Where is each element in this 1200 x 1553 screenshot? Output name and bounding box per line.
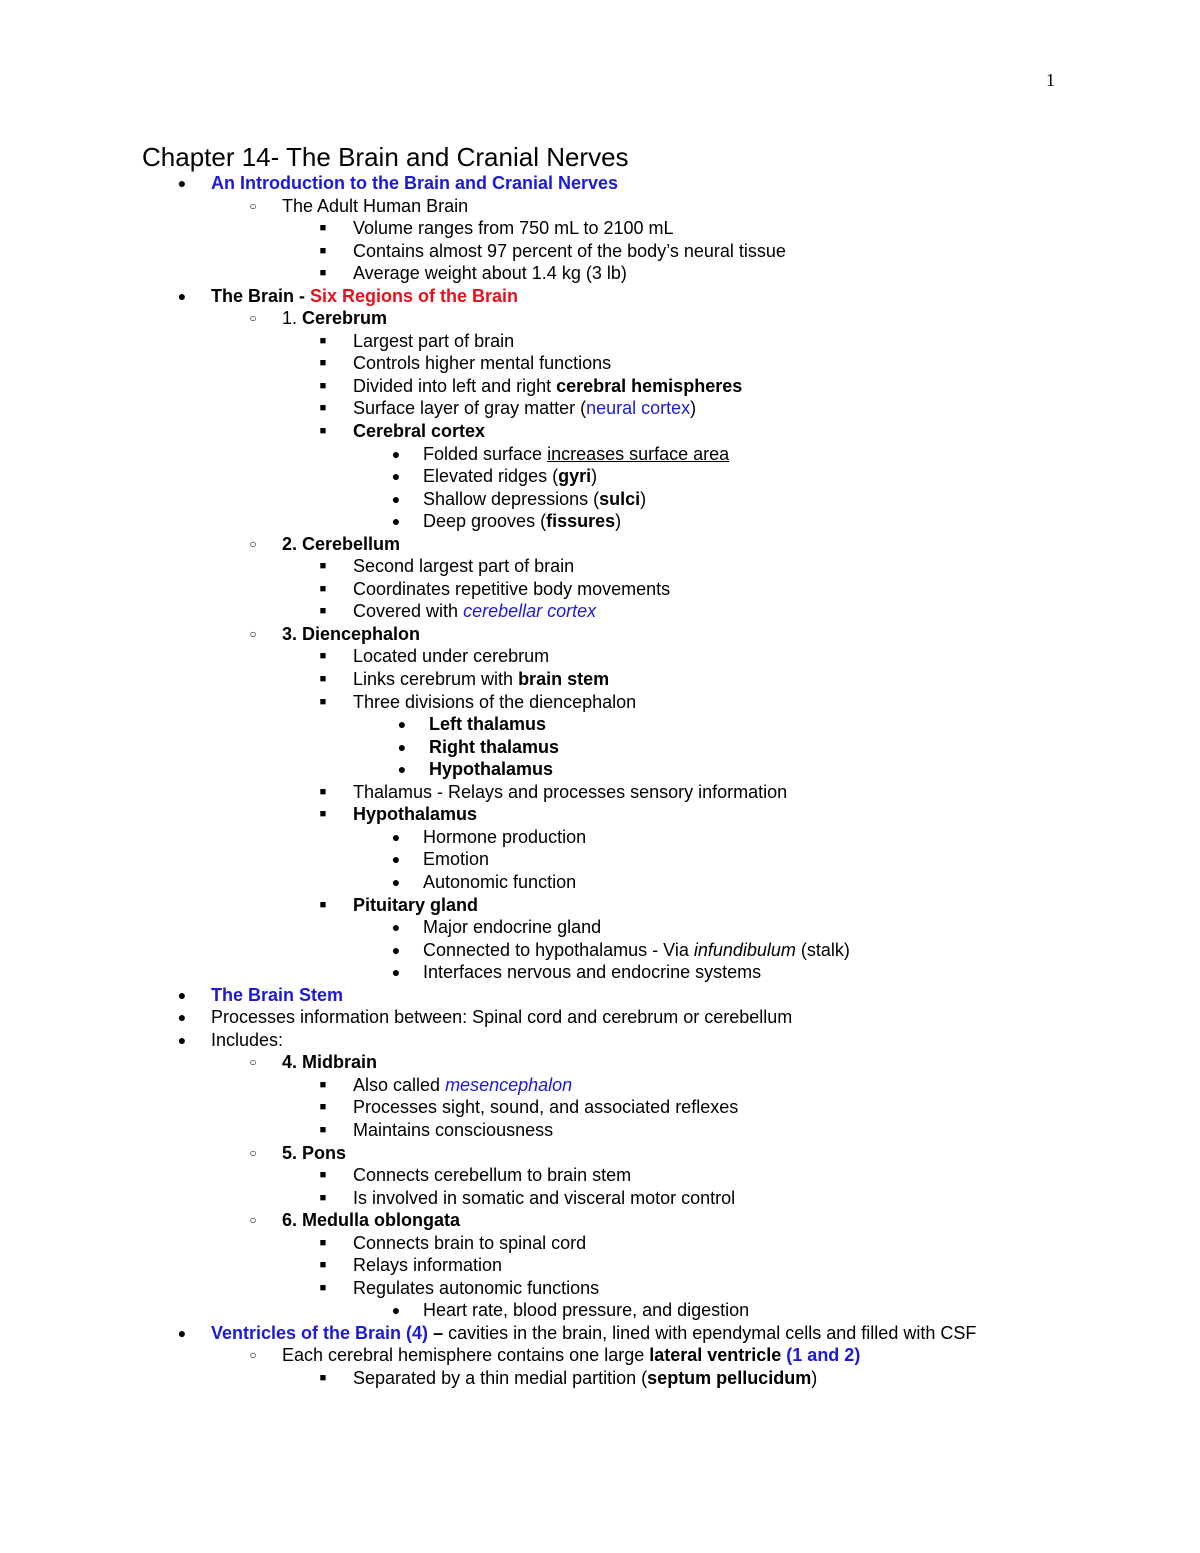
outline-item-level-3 bbox=[0, 1119, 1200, 1142]
square-bullet-icon: ■ bbox=[319, 560, 327, 573]
text-run: Cerebrum bbox=[302, 308, 388, 329]
outline-item-text bbox=[211, 172, 618, 195]
outline-item-level-3 bbox=[0, 352, 1200, 375]
square-bullet-icon: ■ bbox=[319, 1281, 327, 1294]
disc-bullet-icon: ● bbox=[391, 919, 401, 936]
disc-bullet-icon: ● bbox=[391, 490, 401, 507]
outline-item-level-3 bbox=[0, 240, 1200, 263]
outline-item-level-3 bbox=[0, 375, 1200, 398]
square-bullet-icon: ■ bbox=[319, 582, 327, 595]
text-run: 6. Medulla oblongata bbox=[282, 1210, 461, 1231]
text-run: Major endocrine gland bbox=[423, 917, 602, 938]
square-bullet-icon: ■ bbox=[319, 1191, 327, 1204]
disc-bullet-icon: ● bbox=[177, 287, 187, 304]
text-run: Heart rate, blood pressure, and digestion bbox=[423, 1300, 750, 1321]
outline-item-level-3 bbox=[0, 217, 1200, 240]
outline-item-level-3 bbox=[0, 691, 1200, 714]
square-bullet-icon: ■ bbox=[319, 1101, 327, 1114]
outline-item-text bbox=[353, 330, 514, 353]
outline-item-text bbox=[282, 1344, 860, 1367]
text-run: Processes information between: Spinal cord and cerebrum or cerebellum bbox=[211, 1007, 793, 1028]
circle-bullet-icon: ○ bbox=[249, 311, 257, 326]
outline-item-text bbox=[353, 803, 477, 826]
text-run: Elevated ridges ( bbox=[423, 466, 559, 487]
outline-item-level-3 bbox=[0, 420, 1200, 443]
square-bullet-icon: ■ bbox=[319, 334, 327, 347]
text-run: ) bbox=[811, 1367, 818, 1388]
text-run: Left thalamus bbox=[429, 714, 547, 735]
outline-item-text bbox=[353, 645, 549, 668]
text-run: (stalk) bbox=[795, 939, 850, 960]
outline-item-level-3 bbox=[0, 1187, 1200, 1210]
square-bullet-icon: ■ bbox=[319, 1371, 327, 1384]
outline-item-level-1 bbox=[0, 172, 1200, 195]
outline-item-level-1 bbox=[0, 1006, 1200, 1029]
text-run: Hypothalamus bbox=[429, 759, 554, 780]
square-bullet-icon: ■ bbox=[319, 1078, 327, 1091]
outline-item-text bbox=[353, 397, 696, 420]
outline-item-level-3 bbox=[0, 1232, 1200, 1255]
text-run: Folded surface bbox=[423, 443, 548, 464]
page-number: 1 bbox=[1046, 70, 1055, 90]
outline-item-level-4 bbox=[0, 713, 1200, 736]
text-run: Pituitary gland bbox=[353, 894, 479, 915]
text-run: Emotion bbox=[423, 849, 490, 870]
disc-bullet-icon: ● bbox=[397, 738, 407, 755]
text-run: Autonomic function bbox=[423, 871, 577, 892]
disc-bullet-icon: ● bbox=[391, 828, 401, 845]
disc-bullet-icon: ● bbox=[391, 468, 401, 485]
text-run: Surface layer of gray matter ( bbox=[353, 398, 587, 419]
text-run: Includes: bbox=[211, 1029, 284, 1050]
text-run: Links cerebrum with bbox=[353, 669, 519, 690]
outline-item-level-4 bbox=[0, 443, 1200, 466]
outline-item-text bbox=[211, 984, 343, 1007]
text-run: 5. Pons bbox=[282, 1142, 347, 1163]
outline-item-level-4 bbox=[0, 758, 1200, 781]
text-run: increases surface area bbox=[547, 443, 730, 464]
text-run: Connected to hypothalamus - Via bbox=[423, 939, 694, 960]
text-run: Covered with bbox=[353, 601, 464, 622]
text-run: ) bbox=[615, 511, 622, 532]
outline-item-text bbox=[282, 1142, 346, 1165]
text-run: Largest part of brain bbox=[353, 330, 515, 351]
outline-item-text bbox=[282, 195, 468, 218]
outline-item-level-3 bbox=[0, 397, 1200, 420]
disc-bullet-icon: ● bbox=[391, 513, 401, 530]
disc-bullet-icon: ● bbox=[397, 761, 407, 778]
outline-item-text bbox=[353, 1119, 553, 1142]
text-run: septum pellucidum bbox=[647, 1367, 812, 1388]
text-run: Right thalamus bbox=[429, 736, 560, 757]
outline-item-text bbox=[423, 939, 850, 962]
outline-item-text bbox=[423, 488, 646, 511]
text-run: 1. bbox=[282, 308, 303, 329]
outline-item-level-2 bbox=[0, 1344, 1200, 1367]
chapter-title: Chapter 14- The Brain and Cranial Nerves bbox=[142, 142, 629, 172]
square-bullet-icon: ■ bbox=[319, 650, 327, 663]
outline-item-text bbox=[353, 781, 787, 804]
circle-bullet-icon: ○ bbox=[249, 1145, 257, 1160]
square-bullet-icon: ■ bbox=[319, 357, 327, 370]
outline-item-text bbox=[211, 1322, 976, 1345]
outline-item-level-3 bbox=[0, 1254, 1200, 1277]
text-run: (1 and 2) bbox=[781, 1345, 861, 1366]
text-run: Volume ranges from 750 mL to 2100 mL bbox=[353, 218, 674, 239]
outline-item-level-3 bbox=[0, 262, 1200, 285]
outline-item-text bbox=[211, 285, 518, 308]
square-bullet-icon: ■ bbox=[319, 695, 327, 708]
outline-item-level-4 bbox=[0, 848, 1200, 871]
circle-bullet-icon: ○ bbox=[249, 198, 257, 213]
outline-item-text bbox=[282, 1051, 377, 1074]
disc-bullet-icon: ● bbox=[177, 1009, 187, 1026]
text-run: Maintains consciousness bbox=[353, 1119, 554, 1140]
outline-item-level-4 bbox=[0, 510, 1200, 533]
text-run: Is involved in somatic and visceral motor control bbox=[353, 1187, 736, 1208]
outline-item-text bbox=[282, 1209, 460, 1232]
outline-item-text bbox=[429, 758, 553, 781]
text-run: sulci bbox=[599, 488, 641, 509]
outline-item-level-2 bbox=[0, 623, 1200, 646]
text-run: Coordinates repetitive body movements bbox=[353, 578, 671, 599]
outline-item-level-4 bbox=[0, 736, 1200, 759]
outline-item-text bbox=[429, 713, 546, 736]
text-run: Shallow depressions ( bbox=[423, 488, 600, 509]
outline-item-level-3 bbox=[0, 600, 1200, 623]
square-bullet-icon: ■ bbox=[319, 222, 327, 235]
outline-item-level-4 bbox=[0, 1299, 1200, 1322]
outline-item-text bbox=[353, 894, 478, 917]
outline-item-text bbox=[353, 1254, 502, 1277]
square-bullet-icon: ■ bbox=[319, 785, 327, 798]
text-run: Interfaces nervous and endocrine systems bbox=[423, 962, 762, 983]
outline-item-text bbox=[423, 465, 597, 488]
outline-item-text bbox=[353, 555, 574, 578]
outline-item-text bbox=[353, 1074, 572, 1097]
text-run: Deep grooves ( bbox=[423, 511, 547, 532]
outline-item-level-1 bbox=[0, 285, 1200, 308]
outline-item-level-4 bbox=[0, 939, 1200, 962]
outline-item-text bbox=[353, 1096, 738, 1119]
outline-item-text bbox=[282, 623, 420, 646]
circle-bullet-icon: ○ bbox=[249, 626, 257, 641]
text-run: gyri bbox=[558, 466, 592, 487]
text-run: Contains almost 97 percent of the body’s neural tissue bbox=[353, 240, 786, 261]
outline-item-level-2 bbox=[0, 195, 1200, 218]
outline-item-text bbox=[211, 1006, 792, 1029]
outline-item-level-3 bbox=[0, 1096, 1200, 1119]
text-run: Connects cerebellum to brain stem bbox=[353, 1165, 632, 1186]
text-run: cavities in the brain, lined with ependymal cells and filled with CSF bbox=[448, 1322, 977, 1343]
text-run: brain stem bbox=[518, 669, 610, 690]
text-run: 4. Midbrain bbox=[282, 1052, 378, 1073]
outline-item-level-3 bbox=[0, 894, 1200, 917]
outline-item-text bbox=[423, 916, 601, 939]
outline-item-level-2 bbox=[0, 1051, 1200, 1074]
square-bullet-icon: ■ bbox=[319, 267, 327, 280]
disc-bullet-icon: ● bbox=[397, 716, 407, 733]
outline-item-level-1 bbox=[0, 984, 1200, 1007]
outline-item-text bbox=[353, 668, 609, 691]
square-bullet-icon: ■ bbox=[319, 1123, 327, 1136]
outline-item-text bbox=[211, 1029, 283, 1052]
outline-list bbox=[0, 172, 1200, 1390]
outline-item-text bbox=[423, 1299, 749, 1322]
text-run: Average weight about 1.4 kg (3 lb) bbox=[353, 263, 627, 284]
outline-item-level-1 bbox=[0, 1029, 1200, 1052]
text-run: Three divisions of the diencephalon bbox=[353, 691, 637, 712]
disc-bullet-icon: ● bbox=[391, 1302, 401, 1319]
text-run: – bbox=[428, 1322, 449, 1343]
outline-item-level-3 bbox=[0, 668, 1200, 691]
text-run: 2. Cerebellum bbox=[282, 533, 401, 554]
text-run: cerebellar cortex bbox=[463, 601, 597, 622]
text-run: ) bbox=[591, 466, 598, 487]
outline-item-text bbox=[353, 217, 674, 240]
outline-item-text bbox=[353, 1367, 817, 1390]
circle-bullet-icon: ○ bbox=[249, 1213, 257, 1228]
text-run: cerebral hemispheres bbox=[556, 375, 743, 396]
text-run: Six Regions of the Brain bbox=[310, 285, 519, 306]
text-run: 3. Diencephalon bbox=[282, 623, 421, 644]
outline-item-text bbox=[353, 1277, 599, 1300]
text-run: fissures bbox=[546, 511, 616, 532]
text-run: The Adult Human Brain bbox=[282, 195, 469, 216]
square-bullet-icon: ■ bbox=[319, 605, 327, 618]
disc-bullet-icon: ● bbox=[177, 1324, 187, 1341]
outline-item-text bbox=[353, 1232, 586, 1255]
outline-item-text bbox=[282, 533, 400, 556]
outline-item-text bbox=[429, 736, 559, 759]
text-run: Also called bbox=[353, 1074, 446, 1095]
disc-bullet-icon: ● bbox=[177, 986, 187, 1003]
outline-item-text bbox=[423, 510, 621, 533]
text-run: Located under cerebrum bbox=[353, 646, 550, 667]
outline-item-level-4 bbox=[0, 871, 1200, 894]
square-bullet-icon: ■ bbox=[319, 898, 327, 911]
circle-bullet-icon: ○ bbox=[249, 1348, 257, 1363]
square-bullet-icon: ■ bbox=[319, 379, 327, 392]
text-run: Second largest part of brain bbox=[353, 556, 575, 577]
text-run: mesencephalon bbox=[445, 1074, 573, 1095]
outline-item-text bbox=[353, 352, 611, 375]
outline-item-text bbox=[353, 600, 596, 623]
text-run: Hypothalamus bbox=[353, 804, 478, 825]
outline-item-text bbox=[353, 1187, 735, 1210]
disc-bullet-icon: ● bbox=[391, 851, 401, 868]
outline-item-level-3 bbox=[0, 1164, 1200, 1187]
outline-item-text bbox=[353, 1164, 631, 1187]
square-bullet-icon: ■ bbox=[319, 402, 327, 415]
outline-item-level-2 bbox=[0, 1209, 1200, 1232]
outline-item-level-3 bbox=[0, 1367, 1200, 1390]
outline-item-text bbox=[353, 240, 786, 263]
outline-item-level-2 bbox=[0, 533, 1200, 556]
outline-item-text bbox=[353, 262, 627, 285]
text-run: The Brain Stem bbox=[211, 984, 344, 1005]
outline-item-level-3 bbox=[0, 645, 1200, 668]
square-bullet-icon: ■ bbox=[319, 1169, 327, 1182]
square-bullet-icon: ■ bbox=[319, 1236, 327, 1249]
outline-item-level-1 bbox=[0, 1322, 1200, 1345]
text-run: infundibulum bbox=[693, 939, 796, 960]
disc-bullet-icon: ● bbox=[391, 873, 401, 890]
text-run: The Brain - bbox=[211, 285, 311, 306]
text-run: Each cerebral hemisphere contains one large bbox=[282, 1345, 650, 1366]
circle-bullet-icon: ○ bbox=[249, 536, 257, 551]
outline-item-level-4 bbox=[0, 465, 1200, 488]
outline-item-level-4 bbox=[0, 916, 1200, 939]
square-bullet-icon: ■ bbox=[319, 808, 327, 821]
text-run: Hormone production bbox=[423, 826, 587, 847]
disc-bullet-icon: ● bbox=[391, 941, 401, 958]
outline-item-level-2 bbox=[0, 1142, 1200, 1165]
text-run: Thalamus - Relays and processes sensory information bbox=[353, 781, 788, 802]
disc-bullet-icon: ● bbox=[391, 964, 401, 981]
square-bullet-icon: ■ bbox=[319, 244, 327, 257]
text-run: Controls higher mental functions bbox=[353, 353, 612, 374]
outline-item-level-3 bbox=[0, 578, 1200, 601]
disc-bullet-icon: ● bbox=[177, 175, 187, 191]
outline-item-level-4 bbox=[0, 488, 1200, 511]
outline-item-level-3 bbox=[0, 330, 1200, 353]
square-bullet-icon: ■ bbox=[319, 673, 327, 686]
outline-item-text bbox=[423, 871, 576, 894]
circle-bullet-icon: ○ bbox=[249, 1055, 257, 1070]
text-run: Relays information bbox=[353, 1255, 503, 1276]
outline-item-text bbox=[353, 420, 485, 443]
outline-item-level-3 bbox=[0, 803, 1200, 826]
disc-bullet-icon: ● bbox=[177, 1031, 187, 1048]
text-run: ) bbox=[690, 398, 697, 419]
text-run: An Introduction to the Brain and Cranial Nerves bbox=[211, 173, 619, 193]
outline-item-text bbox=[423, 961, 761, 984]
text-run: Ventricles of the Brain (4) bbox=[211, 1322, 429, 1343]
text-run: Regulates autonomic functions bbox=[353, 1277, 600, 1298]
outline-item-text bbox=[423, 443, 729, 466]
outline-item-level-3 bbox=[0, 1074, 1200, 1097]
outline-item-level-3 bbox=[0, 781, 1200, 804]
outline-item-text bbox=[423, 848, 489, 871]
disc-bullet-icon: ● bbox=[391, 445, 401, 462]
text-run: ) bbox=[640, 488, 647, 509]
text-run: Separated by a thin medial partition ( bbox=[353, 1367, 648, 1388]
outline-item-level-3 bbox=[0, 1277, 1200, 1300]
outline-item-text bbox=[353, 578, 670, 601]
outline-item-text bbox=[353, 375, 742, 398]
square-bullet-icon: ■ bbox=[319, 425, 327, 438]
square-bullet-icon: ■ bbox=[319, 1259, 327, 1272]
text-run: Connects brain to spinal cord bbox=[353, 1232, 587, 1253]
outline-item-text bbox=[423, 826, 586, 849]
outline-item-level-3 bbox=[0, 555, 1200, 578]
text-run: Processes sight, sound, and associated reflexes bbox=[353, 1097, 739, 1118]
outline-item-level-4 bbox=[0, 961, 1200, 984]
outline-item-text bbox=[353, 691, 636, 714]
outline-item-text bbox=[282, 307, 387, 330]
outline-item-level-2 bbox=[0, 307, 1200, 330]
text-run: Divided into left and right bbox=[353, 375, 557, 396]
text-run: Cerebral cortex bbox=[353, 421, 486, 442]
text-run: lateral ventricle bbox=[649, 1345, 782, 1366]
text-run: neural cortex bbox=[586, 398, 691, 419]
outline-item-level-4 bbox=[0, 826, 1200, 849]
